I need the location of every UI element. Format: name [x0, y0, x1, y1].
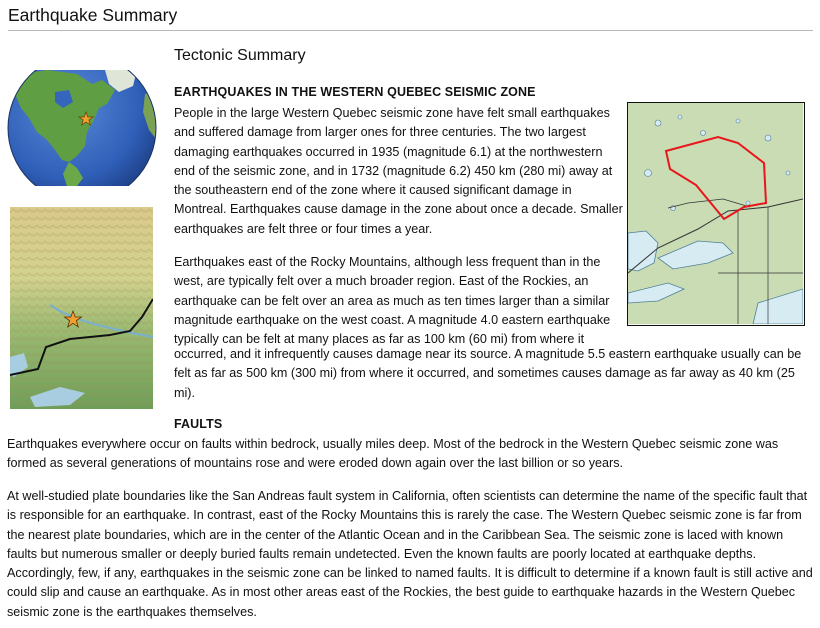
section-heading-western-quebec: EARTHQUAKES IN THE WESTERN QUEBEC SEISMIC ZONE: [174, 85, 536, 99]
faults-paragraph-2: At well-studied plate boundaries like the San Andreas fault system in California, often scientists can determine the name of the specific fault that is responsible for an earthquake. In contrast, east of the Rocky Mountains this is rarely the case. The Western Quebec seismic zone is far from the nearest plate boundaries, which are in the center of the Atlantic Ocean and in the Caribbean Sea. The seismic zone is laced with known faults but numerous smaller or deeply buried faults remain undetected. Even the known faults are poorly located at earthquake depths. Accordingly, few, if any, earthquakes in the seismic zone can be linked to named faults. It is difficult to determine if a known fault is still active and could slip and cause an earthquake. As in most other areas east of the Rockies, the best guide to earthquake hazards in the Western Quebec seismic zone is the earthquakes themselves.: [7, 489, 813, 619]
western-quebec-paragraph-2-start: Earthquakes east of the Rocky Mountains, although less frequent than in the west, are typically felt over a much broader region. East of the Rockies, an earthquake can be felt over an area as much as ten times larger than a similar magnitude earthquake on the west coast. A magnitude 4.0 eastern earthquake typically can be felt at many places as far as 100 km (60 mi) from where it: [174, 255, 611, 347]
page-title: Earthquake Summary: [8, 5, 178, 25]
faults-paragraph-1: Earthquakes everywhere occur on faults within bedrock, usually miles deep. Most of the bedrock in the Western Quebec seismic zone was formed as several generations of mountains rose and were eroded down again over the last billion or so years.: [7, 437, 779, 471]
western-quebec-paragraph-1: People in the large Western Quebec seismic zone have felt small earthquakes and suffered damage from larger ones for three centuries. The two largest damaging earthquakes occurred in 1935 (magnitude 6.1) at the northwestern end of the seismic zone, and in 1732 (magnitude 6.2) 450 km (280 mi) away at the southeastern end of the zone where it caused significant damage in Montreal. Earthquakes cause damage in the zone about once a decade. Smaller earthquakes are felt three or four times a year.: [174, 106, 623, 236]
globe-locator-map: [7, 70, 157, 186]
regional-relief-map: [10, 207, 153, 409]
seismic-zone-inset-map: [627, 102, 805, 326]
western-quebec-paragraph-2-end: occurred, and it infrequently causes damage near its source. A magnitude 5.5 eastern earthquake usually can be felt as far as 500 km (300 mi) from where it occurred, and sometimes causes damage as far away as 40 km (25 mi).: [174, 347, 802, 400]
section-heading-faults: FAULTS: [174, 417, 223, 431]
page-subtitle: Tectonic Summary: [174, 47, 306, 64]
title-divider: [8, 30, 813, 31]
